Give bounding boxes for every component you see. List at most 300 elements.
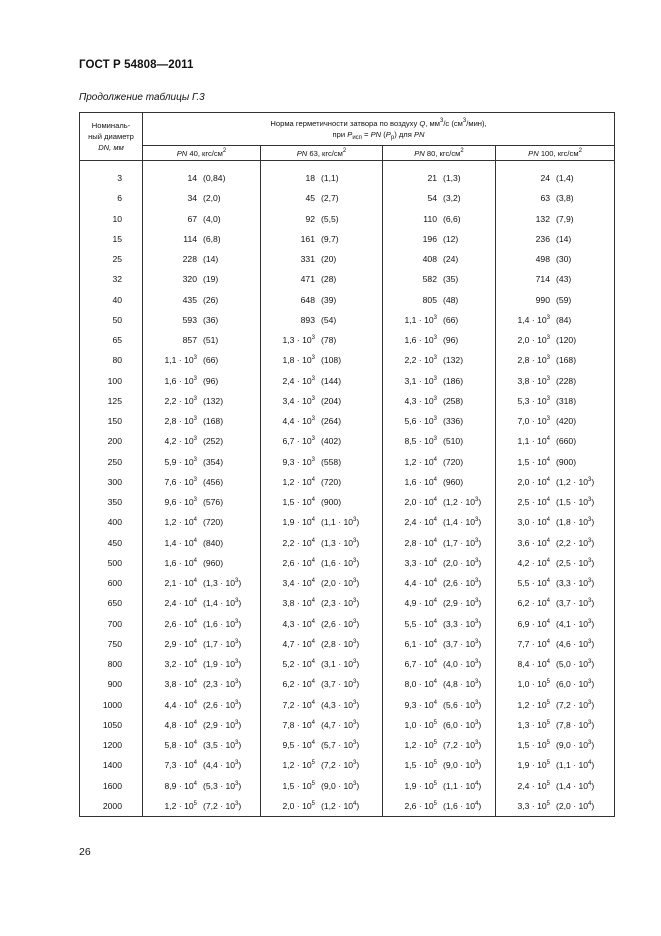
rate-mm3-value: $2,4 \cdot 10^3$	[282, 375, 315, 386]
pn80-cell	[383, 492, 496, 512]
rate-cm3-value: $(1,2 \cdot 10^3)$	[556, 476, 595, 487]
dn-cell: 80	[80, 350, 143, 370]
rate-mm3-value: $1,9 \cdot 10^5$	[404, 780, 437, 791]
rate-mm3-value: $1,2 \cdot 10^4$	[164, 517, 197, 528]
table-row	[80, 391, 615, 411]
pn40-cell	[143, 674, 261, 694]
table-row	[80, 634, 615, 654]
rate-mm3-value: $2,1 \cdot 10^4$	[164, 578, 197, 589]
rate-cm3-value: (0,84)	[203, 173, 226, 184]
rate-mm3-value: $3,4 \cdot 10^3$	[282, 395, 315, 406]
rate-mm3-value: $1,1 \cdot 10^3$	[404, 314, 437, 325]
rate-mm3-value: $3,8 \cdot 10^4$	[164, 679, 197, 690]
pn63-cell	[261, 371, 383, 391]
rate-cm3-value: $(1,9 \cdot 10^3)$	[203, 659, 242, 670]
rate-cm3-value: (96)	[443, 335, 459, 346]
rate-mm3-value: $6,1 \cdot 10^4$	[404, 638, 437, 649]
rate-mm3-value: $2,2 \cdot 10^4$	[282, 537, 315, 548]
rate-cm3-value: $(1,4 \cdot 10^3)$	[443, 517, 482, 528]
rate-cm3-value: $(4,3 \cdot 10^3)$	[321, 699, 360, 710]
pn80-cell	[383, 290, 496, 310]
rate-mm3-value: 582	[422, 274, 437, 285]
table-row	[80, 209, 615, 229]
rate-cm3-value: (26)	[203, 294, 219, 305]
rate-cm3-value: (420)	[556, 416, 577, 427]
table-row	[80, 330, 615, 350]
pn80-cell	[383, 735, 496, 755]
dn-cell: 200	[80, 431, 143, 451]
pn100-cell	[496, 715, 615, 735]
rate-mm3-value: 54	[427, 193, 437, 204]
rate-cm3-value: (336)	[443, 416, 464, 427]
pn40-cell	[143, 431, 261, 451]
rate-cm3-value: $(2,0 \cdot 10^3)$	[443, 557, 482, 568]
pn63-cell	[261, 229, 383, 249]
rate-mm3-value: 21	[427, 173, 437, 184]
dn-cell: 2000	[80, 796, 143, 817]
rate-cm3-value: $(1,5 \cdot 10^3)$	[556, 497, 595, 508]
rate-cm3-value: (900)	[556, 456, 577, 467]
rate-cm3-value: $(9,0 \cdot 10^3)$	[443, 760, 482, 771]
pn63-cell	[261, 249, 383, 269]
rate-cm3-value: $(1,1 \cdot 10^4)$	[443, 780, 482, 791]
pn63-cell	[261, 330, 383, 350]
pn63-cell	[261, 593, 383, 613]
dn-cell: 50	[80, 310, 143, 330]
pn100-cell	[496, 573, 615, 593]
pn40-cell	[143, 553, 261, 573]
rate-cm3-value: (43)	[556, 274, 572, 285]
pn63-cell	[261, 290, 383, 310]
rate-cm3-value: (120)	[556, 335, 577, 346]
pn40-cell	[143, 209, 261, 229]
pn80-cell	[383, 452, 496, 472]
rate-cm3-value: (7,9)	[556, 213, 574, 224]
rate-cm3-value: $(6,0 \cdot 10^3)$	[556, 679, 595, 690]
pn80-cell	[383, 269, 496, 289]
pn80-cell	[383, 776, 496, 796]
table-caption: Продолжение таблицы Г.3	[79, 92, 205, 103]
dn-cell: 65	[80, 330, 143, 350]
pn100-header: PN 100, кгс/$см^2$	[496, 146, 615, 161]
pn40-header: PN 40, кгс/$см^2$	[143, 146, 261, 161]
rate-mm3-value: $7,6 \cdot 10^3$	[164, 476, 197, 487]
pn80-cell	[383, 229, 496, 249]
rate-cm3-value: $(3,3 \cdot 10^3)$	[443, 618, 482, 629]
pn80-cell	[383, 674, 496, 694]
rate-mm3-value: 236	[535, 233, 550, 244]
pn80-cell	[383, 593, 496, 613]
pn63-cell	[261, 735, 383, 755]
pn100-cell	[496, 492, 615, 512]
pn100-cell	[496, 350, 615, 370]
dn-cell: 32	[80, 269, 143, 289]
pn80-cell	[383, 533, 496, 553]
rate-mm3-value: $2,4 \cdot 10^4$	[404, 517, 437, 528]
rate-mm3-value: $3,3 \cdot 10^5$	[517, 800, 550, 811]
rate-mm3-value: $2,4 \cdot 10^5$	[517, 780, 550, 791]
rate-cm3-value: $(7,2 \cdot 10^3)$	[203, 800, 242, 811]
rate-mm3-value: $2,6 \cdot 10^4$	[164, 618, 197, 629]
rate-mm3-value: $4,4 \cdot 10^3$	[282, 416, 315, 427]
pn40-cell	[143, 695, 261, 715]
rate-cm3-value: $(2,0 \cdot 10^4)$	[556, 800, 595, 811]
pn100-cell	[496, 209, 615, 229]
rate-cm3-value: $(3,7 \cdot 10^3)$	[443, 638, 482, 649]
rate-mm3-value: $4,8 \cdot 10^4$	[164, 719, 197, 730]
table-row	[80, 533, 615, 553]
table-row	[80, 715, 615, 735]
pn100-cell	[496, 371, 615, 391]
dn-cell: 3	[80, 168, 143, 188]
rate-mm3-value: $3,2 \cdot 10^4$	[164, 659, 197, 670]
table-row	[80, 371, 615, 391]
rate-mm3-value: $7,0 \cdot 10^3$	[517, 416, 550, 427]
rate-mm3-value: $1,5 \cdot 10^5$	[404, 760, 437, 771]
rate-cm3-value: (6,8)	[203, 233, 221, 244]
rate-mm3-value: $7,8 \cdot 10^4$	[282, 719, 315, 730]
pn40-cell	[143, 776, 261, 796]
rate-mm3-value: 320	[182, 274, 197, 285]
pn80-header: PN 80, кгс/$см^2$	[383, 146, 496, 161]
dn-cell: 100	[80, 371, 143, 391]
rate-mm3-value: $2,0 \cdot 10^4$	[517, 476, 550, 487]
pn80-cell	[383, 553, 496, 573]
table-row	[80, 290, 615, 310]
table-row	[80, 553, 615, 573]
rate-cm3-value: (168)	[556, 355, 577, 366]
rate-mm3-value: 18	[305, 173, 315, 184]
rate-mm3-value: $3,1 \cdot 10^3$	[404, 375, 437, 386]
rate-cm3-value: (720)	[203, 517, 224, 528]
pn40-cell	[143, 249, 261, 269]
pn63-cell	[261, 674, 383, 694]
rate-mm3-value: 114	[183, 233, 197, 244]
pn100-cell	[496, 452, 615, 472]
rate-cm3-value: $(2,0 \cdot 10^3)$	[321, 578, 360, 589]
pn63-cell	[261, 168, 383, 188]
dn-cell: 40	[80, 290, 143, 310]
rate-mm3-value: $2,0 \cdot 10^3$	[517, 335, 550, 346]
rate-mm3-value: $3,3 \cdot 10^4$	[404, 557, 437, 568]
rate-mm3-value: $1,2 \cdot 10^5$	[164, 800, 197, 811]
pn80-cell	[383, 431, 496, 451]
rate-mm3-value: $4,9 \cdot 10^4$	[404, 598, 437, 609]
rate-cm3-value: (84)	[556, 314, 572, 325]
rate-mm3-value: $1,8 \cdot 10^3$	[282, 355, 315, 366]
dn-cell: 800	[80, 654, 143, 674]
dn-cell: 600	[80, 573, 143, 593]
pn63-cell	[261, 492, 383, 512]
rate-mm3-value: $1,5 \cdot 10^5$	[282, 780, 315, 791]
rate-mm3-value: 893	[300, 314, 315, 325]
pn63-cell	[261, 350, 383, 370]
rate-cm3-value: (318)	[556, 395, 577, 406]
rate-mm3-value: 471	[300, 274, 315, 285]
rate-cm3-value: (14)	[203, 254, 219, 265]
rate-mm3-value: 161	[300, 233, 315, 244]
rate-mm3-value: 67	[187, 213, 197, 224]
rate-mm3-value: $5,6 \cdot 10^3$	[404, 416, 437, 427]
pn80-cell	[383, 371, 496, 391]
rate-mm3-value: $1,9 \cdot 10^4$	[282, 517, 315, 528]
rate-cm3-value: (3,8)	[556, 193, 574, 204]
table-row	[80, 492, 615, 512]
rate-mm3-value: $1,5 \cdot 10^4$	[282, 497, 315, 508]
pn100-cell	[496, 755, 615, 775]
rate-mm3-value: 45	[305, 193, 315, 204]
dn-cell: 15	[80, 229, 143, 249]
rate-mm3-value: $5,3 \cdot 10^3$	[517, 395, 550, 406]
rate-mm3-value: $2,6 \cdot 10^4$	[282, 557, 315, 568]
pn100-cell	[496, 674, 615, 694]
rate-mm3-value: 331	[300, 254, 315, 265]
rate-cm3-value: (6,6)	[443, 213, 461, 224]
dn-cell: 6	[80, 188, 143, 208]
pn100-cell	[496, 593, 615, 613]
rate-cm3-value: (960)	[443, 476, 464, 487]
rate-cm3-value: $(1,3 \cdot 10^3)$	[321, 537, 360, 548]
rate-cm3-value: $(3,7 \cdot 10^3)$	[556, 598, 595, 609]
rate-cm3-value: $(4,0 \cdot 10^3)$	[443, 659, 482, 670]
pn40-cell	[143, 654, 261, 674]
pn80-cell	[383, 411, 496, 431]
rate-mm3-value: 92	[305, 213, 315, 224]
rate-mm3-value: $2,2 \cdot 10^3$	[164, 395, 197, 406]
rate-mm3-value: $5,5 \cdot 10^4$	[517, 578, 550, 589]
table-row	[80, 654, 615, 674]
pn63-cell	[261, 533, 383, 553]
rate-cm3-value: (132)	[203, 395, 224, 406]
rate-mm3-value: $4,4 \cdot 10^4$	[164, 699, 197, 710]
rate-mm3-value: $3,0 \cdot 10^4$	[517, 517, 550, 528]
pn100-cell	[496, 796, 615, 817]
pn63-cell	[261, 634, 383, 654]
pn40-cell	[143, 796, 261, 817]
dn-cell: 10	[80, 209, 143, 229]
rate-cm3-value: $(1,2 \cdot 10^3)$	[443, 497, 482, 508]
rate-cm3-value: $(1,1 \cdot 10^3)$	[321, 517, 360, 528]
rate-mm3-value: 498	[535, 254, 550, 265]
pn40-cell	[143, 269, 261, 289]
rate-cm3-value: (5,5)	[321, 213, 339, 224]
rate-mm3-value: $4,3 \cdot 10^4$	[282, 618, 315, 629]
rate-mm3-value: 24	[540, 173, 550, 184]
pn80-cell	[383, 796, 496, 817]
rate-cm3-value: $(9,0 \cdot 10^3)$	[556, 740, 595, 751]
pn80-cell	[383, 695, 496, 715]
pn100-cell	[496, 269, 615, 289]
rate-cm3-value: (14)	[556, 233, 572, 244]
rate-mm3-value: $1,3 \cdot 10^3$	[282, 335, 315, 346]
table-row	[80, 431, 615, 451]
table-row	[80, 168, 615, 188]
rate-mm3-value: $3,8 \cdot 10^4$	[282, 598, 315, 609]
pn100-cell	[496, 391, 615, 411]
rate-mm3-value: $1,0 \cdot 10^5$	[517, 679, 550, 690]
rate-cm3-value: (35)	[443, 274, 459, 285]
table-row	[80, 735, 615, 755]
pn80-cell	[383, 512, 496, 532]
rate-cm3-value: $(1,6 \cdot 10^4)$	[443, 800, 482, 811]
rate-mm3-value: $1,6 \cdot 10^4$	[164, 557, 197, 568]
pn63-cell	[261, 553, 383, 573]
rate-cm3-value: $(1,7 \cdot 10^3)$	[203, 638, 242, 649]
table-body	[80, 168, 615, 817]
rate-cm3-value: (402)	[321, 436, 342, 447]
table-row	[80, 755, 615, 775]
pn40-cell	[143, 735, 261, 755]
rate-mm3-value: $1,2 \cdot 10^4$	[282, 476, 315, 487]
table-row	[80, 593, 615, 613]
dn-cell: 1050	[80, 715, 143, 735]
rate-mm3-value: $5,5 \cdot 10^4$	[404, 618, 437, 629]
rate-cm3-value: (39)	[321, 294, 337, 305]
rate-cm3-value: $(2,3 \cdot 10^3)$	[321, 598, 360, 609]
pn40-cell	[143, 391, 261, 411]
pn80-cell	[383, 654, 496, 674]
rate-mm3-value: 228	[182, 254, 197, 265]
rate-mm3-value: 63	[540, 193, 550, 204]
rate-cm3-value: (660)	[556, 436, 577, 447]
rate-mm3-value: $1,2 \cdot 10^5$	[517, 699, 550, 710]
rate-mm3-value: 132	[535, 213, 550, 224]
pn100-cell	[496, 188, 615, 208]
rate-mm3-value: $2,8 \cdot 10^3$	[517, 355, 550, 366]
pn40-cell	[143, 715, 261, 735]
rate-cm3-value: (51)	[203, 335, 219, 346]
dn-cell: 400	[80, 512, 143, 532]
rate-cm3-value: $(4,1 \cdot 10^3)$	[556, 618, 595, 629]
rate-cm3-value: (48)	[443, 294, 459, 305]
pn40-cell	[143, 472, 261, 492]
rate-cm3-value: (28)	[321, 274, 337, 285]
rate-cm3-value: (59)	[556, 294, 572, 305]
pn63-cell	[261, 512, 383, 532]
rate-cm3-value: $(4,7 \cdot 10^3)$	[321, 719, 360, 730]
rate-cm3-value: $(7,2 \cdot 10^3)$	[443, 740, 482, 751]
pn40-cell	[143, 634, 261, 654]
rate-cm3-value: $(2,5 \cdot 10^3)$	[556, 557, 595, 568]
pn40-cell	[143, 492, 261, 512]
table-row	[80, 269, 615, 289]
rate-cm3-value: (66)	[443, 314, 459, 325]
rate-mm3-value: 648	[300, 294, 315, 305]
leakage-rate-header: Норма герметичности затвора по воздуху Q, $мм^3/с$ $(см^3/мин)$, при $P_{исп}$ = PN $(P_р)$ для PN	[143, 113, 615, 146]
rate-mm3-value: 110	[423, 213, 437, 224]
rate-mm3-value: $4,2 \cdot 10^3$	[164, 436, 197, 447]
pn63-cell	[261, 614, 383, 634]
table-row	[80, 188, 615, 208]
pn80-cell	[383, 188, 496, 208]
pn63-cell	[261, 188, 383, 208]
rate-mm3-value: $2,0 \cdot 10^5$	[282, 800, 315, 811]
dn-cell: 1200	[80, 735, 143, 755]
rate-cm3-value: $(1,1 \cdot 10^4)$	[556, 760, 595, 771]
dn-cell: 350	[80, 492, 143, 512]
rate-mm3-value: 196	[422, 233, 437, 244]
rate-cm3-value: (4,0)	[203, 213, 221, 224]
pn100-cell	[496, 431, 615, 451]
rate-cm3-value: (1,3)	[443, 173, 461, 184]
pn100-cell	[496, 512, 615, 532]
rate-mm3-value: 34	[187, 193, 197, 204]
rate-cm3-value: $(9,0 \cdot 10^3)$	[321, 780, 360, 791]
page-number: 26	[79, 846, 91, 858]
rate-mm3-value: $3,4 \cdot 10^4$	[282, 578, 315, 589]
rate-cm3-value: $(3,5 \cdot 10^3)$	[203, 740, 242, 751]
rate-cm3-value: (144)	[321, 375, 342, 386]
rate-cm3-value: (30)	[556, 254, 572, 265]
rate-cm3-value: $(5,6 \cdot 10^3)$	[443, 699, 482, 710]
rate-mm3-value: $1,6 \cdot 10^3$	[404, 335, 437, 346]
rate-cm3-value: $(2,8 \cdot 10^3)$	[321, 638, 360, 649]
pn80-cell	[383, 209, 496, 229]
rate-cm3-value: (204)	[321, 395, 342, 406]
pn80-cell	[383, 614, 496, 634]
pn40-cell	[143, 452, 261, 472]
rate-mm3-value: $1,3 \cdot 10^5$	[517, 719, 550, 730]
rate-cm3-value: (9,7)	[321, 233, 339, 244]
pn40-cell	[143, 411, 261, 431]
rate-cm3-value: (576)	[203, 497, 224, 508]
rate-mm3-value: $2,5 \cdot 10^4$	[517, 497, 550, 508]
rate-mm3-value: $6,7 \cdot 10^3$	[282, 436, 315, 447]
rate-mm3-value: $8,0 \cdot 10^4$	[404, 679, 437, 690]
rate-cm3-value: $(7,8 \cdot 10^3)$	[556, 719, 595, 730]
table-row	[80, 674, 615, 694]
rate-cm3-value: (720)	[443, 456, 464, 467]
rate-cm3-value: $(7,2 \cdot 10^3)$	[321, 760, 360, 771]
rate-cm3-value: (186)	[443, 375, 464, 386]
rate-mm3-value: $1,1 \cdot 10^3$	[164, 355, 197, 366]
dn-cell: 150	[80, 411, 143, 431]
pn40-cell	[143, 512, 261, 532]
rate-cm3-value: $(5,7 \cdot 10^3)$	[321, 740, 360, 751]
pn40-cell	[143, 533, 261, 553]
table-row	[80, 229, 615, 249]
dn-cell: 25	[80, 249, 143, 269]
rate-cm3-value: $(6,0 \cdot 10^3)$	[443, 719, 482, 730]
rate-mm3-value: $1,2 \cdot 10^5$	[282, 760, 315, 771]
rate-mm3-value: $5,2 \cdot 10^4$	[282, 659, 315, 670]
rate-mm3-value: $1,9 \cdot 10^5$	[517, 760, 550, 771]
pn40-cell	[143, 350, 261, 370]
pn80-cell	[383, 391, 496, 411]
pn100-cell	[496, 472, 615, 492]
pn100-cell	[496, 533, 615, 553]
rate-mm3-value: 714	[535, 274, 550, 285]
rate-cm3-value: $(1,4 \cdot 10^3)$	[203, 598, 242, 609]
rate-cm3-value: (66)	[203, 355, 219, 366]
rate-mm3-value: $2,0 \cdot 10^4$	[404, 497, 437, 508]
rate-mm3-value: $1,1 \cdot 10^4$	[517, 436, 550, 447]
dn-cell: 750	[80, 634, 143, 654]
rate-mm3-value: $1,4 \cdot 10^3$	[517, 314, 550, 325]
pn40-cell	[143, 168, 261, 188]
rate-cm3-value: $(4,6 \cdot 10^3)$	[556, 638, 595, 649]
rate-mm3-value: $8,4 \cdot 10^4$	[517, 659, 550, 670]
rate-mm3-value: 857	[182, 335, 197, 346]
pn63-cell	[261, 573, 383, 593]
pn63-cell	[261, 654, 383, 674]
pn40-cell	[143, 188, 261, 208]
rate-mm3-value: $9,3 \cdot 10^3$	[282, 456, 315, 467]
rate-cm3-value: $(2,2 \cdot 10^3)$	[556, 537, 595, 548]
pn63-cell	[261, 472, 383, 492]
dn-cell: 500	[80, 553, 143, 573]
rate-cm3-value: $(5,3 \cdot 10^3)$	[203, 780, 242, 791]
